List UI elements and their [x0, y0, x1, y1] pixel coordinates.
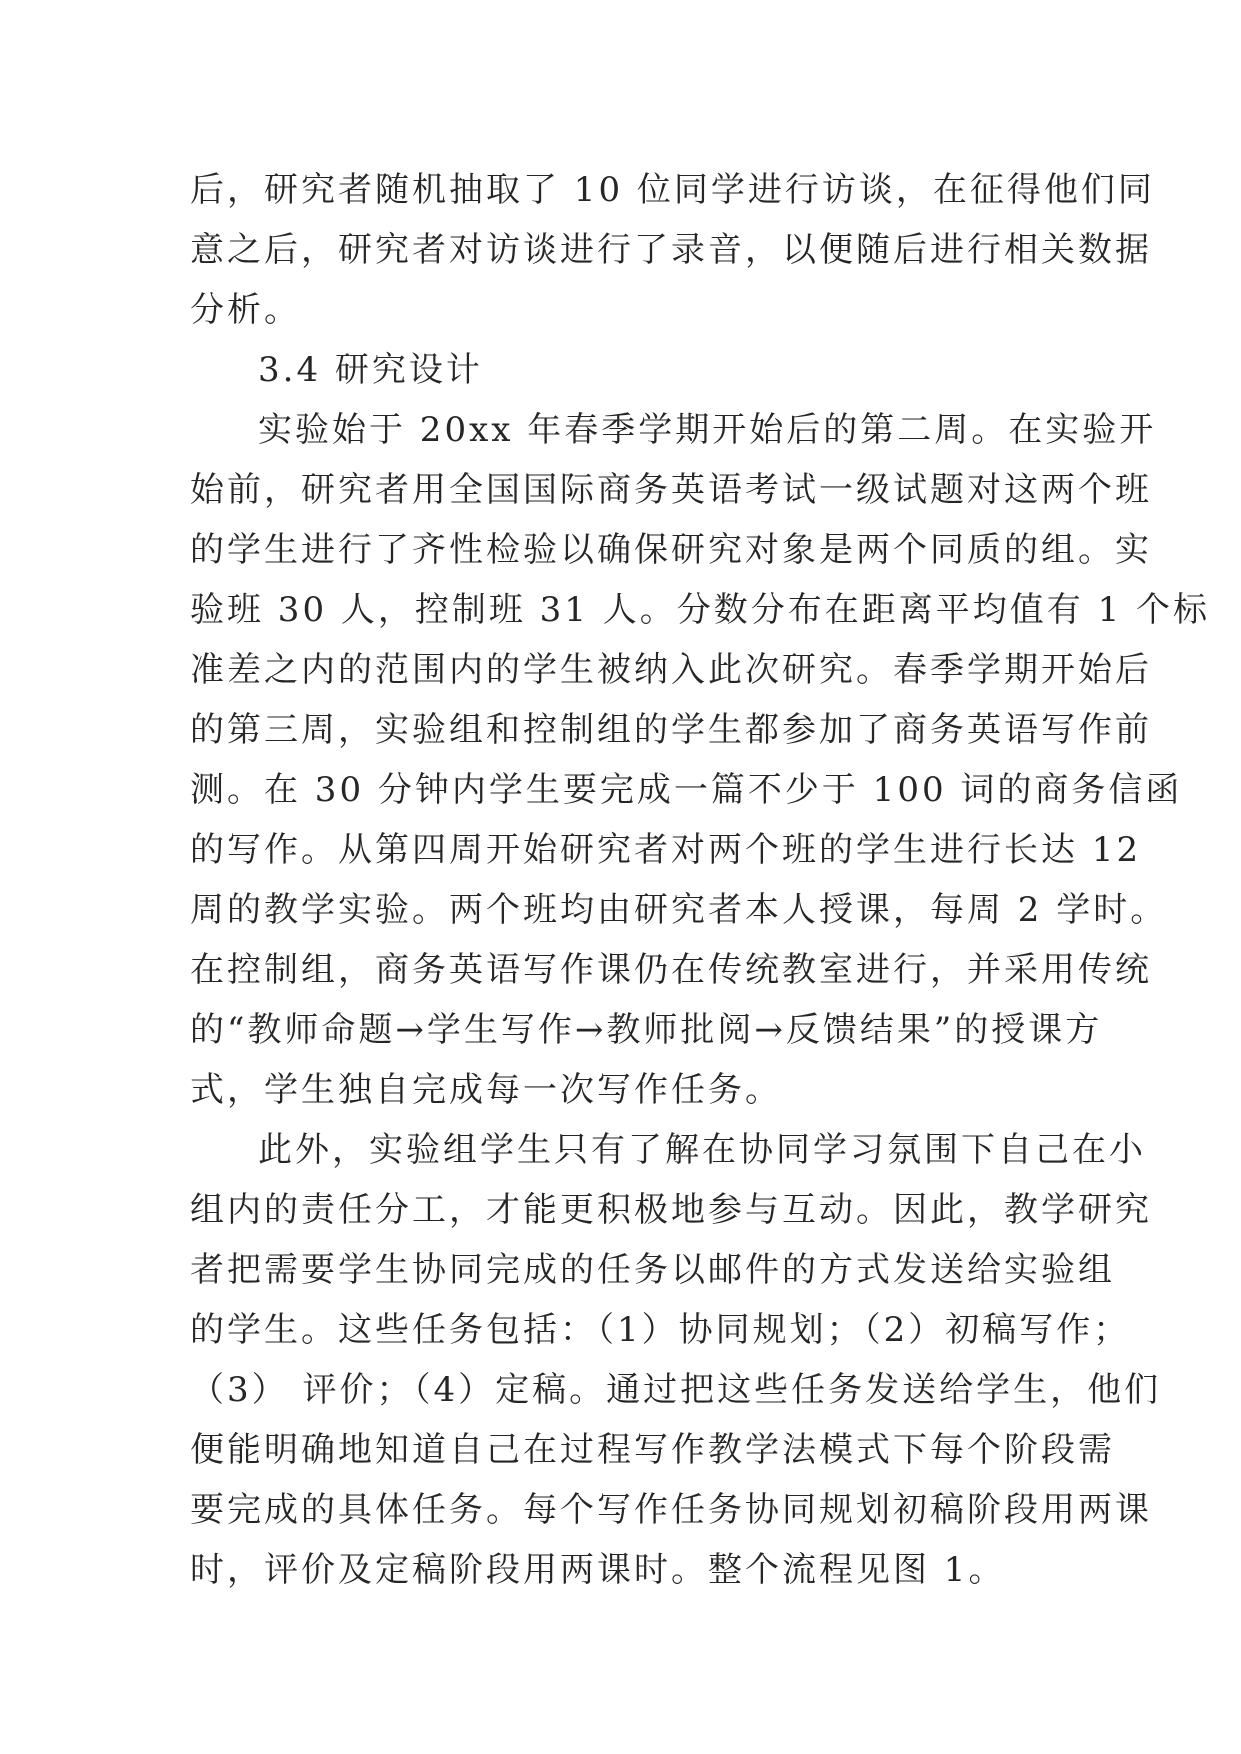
- text-line: 的“教师命题→学生写作→教师批阅→反馈结果”的授课方: [190, 1010, 1103, 1050]
- text-line: 的第三周，实验组和控制组的学生都参加了商务英语写作前: [190, 710, 1152, 750]
- text-line: 便能明确地知道自己在过程写作教学法模式下每个阶段需: [190, 1430, 1115, 1470]
- text-line: 的学生。这些任务包括：（1）协同规划；（2）初稿写作；: [190, 1310, 1131, 1350]
- text-line: 实验始于 20xx 年春季学期开始后的第二周。在实验开: [258, 410, 1157, 450]
- text-line: 意之后，研究者对访谈进行了录音，以便随后进行相关数据: [190, 230, 1152, 270]
- text-line: 的写作。从第四周开始研究者对两个班的学生进行长达 12: [190, 830, 1142, 870]
- document-body: [190, 160, 1211, 1600]
- text-line: 时，评价及定稿阶段用两课时。整个流程见图 1。: [190, 1550, 1006, 1590]
- paragraph-tasks: [190, 1120, 1162, 1600]
- paragraph-experiment: [190, 400, 1211, 1120]
- section-heading-text: 3.4 研究设计: [258, 350, 483, 390]
- text-line: 要完成的具体任务。每个写作任务协同规划初稿阶段用两课: [190, 1490, 1152, 1530]
- text-line: 始前，研究者用全国国际商务英语考试一级试题对这两个班: [190, 470, 1152, 510]
- text-line: 验班 30 人，控制班 31 人。分数分布在距离平均值有 1 个标: [190, 590, 1211, 630]
- text-line: 者把需要学生协同完成的任务以邮件的方式发送给实验组: [190, 1250, 1115, 1290]
- text-line: 周的教学实验。两个班均由研究者本人授课，每周 2 学时。: [190, 890, 1168, 930]
- section-heading: [190, 340, 1070, 400]
- text-line: 准差之内的范围内的学生被纳入此次研究。春季学期开始后: [190, 650, 1152, 690]
- text-line: 的学生进行了齐性检验以确保研究对象是两个同质的组。实: [190, 530, 1152, 570]
- text-line: 式，学生独自完成每一次写作任务。: [190, 1070, 782, 1110]
- text-line: 分析。: [190, 290, 301, 330]
- text-line: 此外，实验组学生只有了解在协同学习氛围下自己在小: [258, 1130, 1146, 1170]
- text-line: （3） 评价；（4）定稿。通过把这些任务发送给学生，他们: [190, 1370, 1162, 1410]
- text-line: 测。在 30 分钟内学生要完成一篇不少于 100 词的商务信函: [190, 770, 1183, 810]
- text-line: 组内的责任分工，才能更积极地参与互动。因此，教学研究: [190, 1190, 1152, 1230]
- paragraph-interview: [190, 160, 1155, 340]
- text-line: 在控制组，商务英语写作课仍在传统教室进行，并采用传统: [190, 950, 1152, 990]
- text-line: 后，研究者随机抽取了 10 位同学进行访谈，在征得他们同: [190, 170, 1155, 210]
